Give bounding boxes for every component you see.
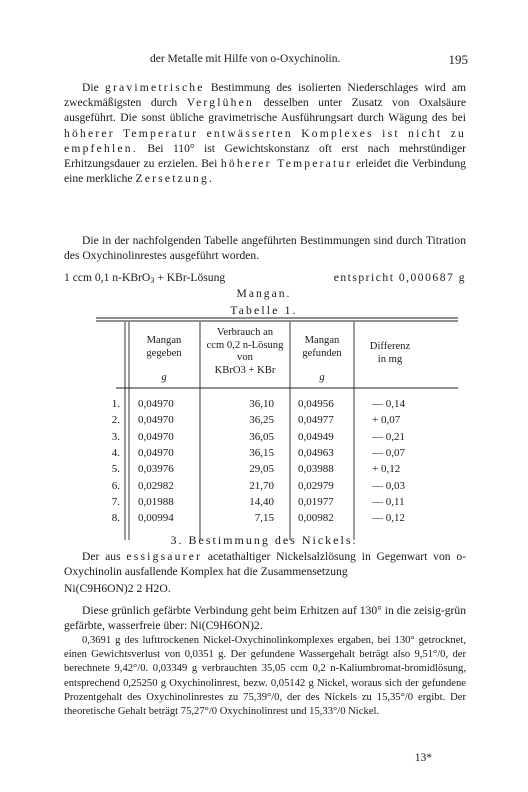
row-number: 7. xyxy=(111,495,120,508)
header-text: ccm 0,2 n-Lösung xyxy=(206,339,284,351)
header-unit-g: g xyxy=(161,372,167,383)
paragraph-text: Diese grünlich gefärbte Verbindung geht beim Erhitzen auf 130° in die zeisig-grün gefärbte, wasserfreie über: Ni(C9H6ON)2. xyxy=(64,604,466,633)
cell-differenz: — 0,07 xyxy=(372,446,405,459)
spaced-text: Zersetzung. xyxy=(135,172,215,186)
cell-mangan-gefunden: 0,04949 xyxy=(298,430,334,443)
cell-mangan-gegeben: 0,04970 xyxy=(138,430,174,443)
cell-mangan-gegeben: 0,04970 xyxy=(138,446,174,459)
cell-differenz: — 0,14 xyxy=(372,398,405,410)
signature-mark: 13* xyxy=(414,752,432,764)
text-run: Bei 110° ist Gewichtskonstanz oft erst nach mehrstündiger Erhitzungsdauer zu erzielen. Bei xyxy=(64,141,466,171)
row-number: 5. xyxy=(111,463,120,476)
header-text: Mangan xyxy=(146,335,182,346)
cell-differenz: — 0,21 xyxy=(372,430,405,443)
cell-mangan-gegeben: 0,01988 xyxy=(138,495,174,508)
header-mangan-gegeben xyxy=(130,335,198,360)
section-title: Bestimmung des Nickels. xyxy=(188,533,358,547)
header-text: Verbrauch an xyxy=(216,327,274,338)
header-differenz xyxy=(355,341,425,366)
cell-verbrauch: 14,40 xyxy=(249,495,274,508)
section-number: 3. xyxy=(170,533,184,547)
cell-mangan-gegeben: 0,02982 xyxy=(138,479,174,492)
row-number: 4. xyxy=(111,446,120,459)
subscript: 3 xyxy=(150,276,155,285)
cell-verbrauch: 36,25 xyxy=(249,414,274,427)
text-run: erleidet die Verbindung eine merkliche xyxy=(64,157,466,186)
header-text: KBrO3 + KBr xyxy=(214,364,276,376)
header-mangan-gefunden xyxy=(291,335,353,360)
paragraph-heating xyxy=(64,603,466,633)
header-text: Differenz xyxy=(369,341,411,352)
cell-differenz: — 0,12 xyxy=(372,512,405,525)
cell-verbrauch: 36,05 xyxy=(249,430,274,443)
cell-mangan-gefunden: 0,00982 xyxy=(298,512,334,525)
cell-verbrauch: 7,15 xyxy=(254,512,274,525)
text-run: 1 ccm 0,1 n-KBrO xyxy=(64,271,151,284)
header-text: in mg xyxy=(377,353,403,365)
paragraph-nickel xyxy=(64,549,466,597)
spaced-text: gravimetrische xyxy=(104,81,205,94)
row-number: 2. xyxy=(111,414,120,427)
header-text: gegeben xyxy=(146,347,182,359)
running-title: der Metalle mit Hilfe von o-Oxychinolin. xyxy=(150,53,341,65)
table-title: Tabelle 1. xyxy=(230,304,298,317)
text-run: Der aus xyxy=(82,550,127,563)
paragraph-text: 0,3691 g des lufttrockenen Nickel-Oxychinolinkomplexes ergaben, bei 130° getrocknet, einen Gewichtsverlust von 0,0351 g. Der gefundene Wassergehalt beträgt also 9,51°/0, der berechnete 9,42°/0. 0,03349 g verbrauchten 35,05 ccm 0,2 n-Kaliumbromat-bromidlösung, entsprechend 0,25250 g Oxychinolinrest, bezw. 0,05142 g Nickel, woraus sich der gefundene Prozentgehalt des Oxychinolinrestes zu 75,39°/0, der des Nickels zu 15,35°/0 ergibt. Der theoretische Gehalt beträgt 75,27°/0 Oxychinolinrest und 15,33°/0 Nickel. xyxy=(64,635,466,718)
cell-mangan-gefunden: 0,01977 xyxy=(298,495,334,508)
header-text: von xyxy=(237,352,253,363)
text-run: + KBr-Lösung xyxy=(154,271,226,284)
cell-mangan-gefunden: 0,03988 xyxy=(298,463,334,476)
text-run: desselben unter Zusatz von Oxalsäure ausgeführt. Die sonst übliche gravimetrische Ausführungsart durch Wägung des bei xyxy=(64,96,466,125)
header-unit-g: g xyxy=(319,372,325,383)
text-run: Die xyxy=(82,81,105,94)
formula-nickel-complex: Ni(C9H6ON)2 2 H2O. xyxy=(64,582,171,596)
cell-differenz: — 0,03 xyxy=(372,479,405,492)
header-verbrauch xyxy=(201,327,289,377)
header-text: Mangan xyxy=(304,335,340,346)
cell-verbrauch: 21,70 xyxy=(249,479,274,492)
text-run: acetathaltiger Nickelsalzlösung in Gegenwart von o-Oxychinolin ausfallende Komplex hat die Zusammensetzung xyxy=(64,550,466,579)
cell-verbrauch: 36,10 xyxy=(249,398,274,410)
row-number: 3. xyxy=(111,430,120,443)
header-text: gefunden xyxy=(302,347,342,359)
cell-mangan-gegeben: 0,03976 xyxy=(138,463,174,476)
paragraph-analysis xyxy=(64,634,466,719)
spaced-text: höherer Temperatur xyxy=(220,157,353,171)
page-number: 195 xyxy=(448,52,468,67)
cell-differenz: — 0,11 xyxy=(372,495,405,508)
cell-mangan-gefunden: 0,04956 xyxy=(298,398,334,410)
cell-mangan-gefunden: 0,04963 xyxy=(298,446,334,459)
cell-differenz: + 0,07 xyxy=(372,414,401,427)
equivalence-element: Mangan. xyxy=(236,287,292,300)
spaced-text: höherer Temperatur entwässerten Komplexes ist nicht zu empfehlen. xyxy=(64,126,466,155)
text-run: Bestimmung des isolierten Niederschlages wird am zweckmäßigsten durch xyxy=(64,81,466,110)
row-number: 1. xyxy=(111,398,120,410)
cell-verbrauch: 36,15 xyxy=(249,446,274,459)
row-number: 6. xyxy=(111,479,120,492)
paragraph-text: Die in der nachfolgenden Tabelle angeführten Bestimmungen sind durch Titration des Oxychinolinrestes ausgeführt worden. xyxy=(64,234,466,263)
row-number: 8. xyxy=(111,512,120,525)
cell-mangan-gegeben: 0,00994 xyxy=(138,512,174,525)
cell-mangan-gegeben: 0,04970 xyxy=(138,398,174,410)
cell-mangan-gefunden: 0,02979 xyxy=(298,479,334,492)
spaced-text: essigsaurer xyxy=(126,550,203,563)
cell-differenz: + 0,12 xyxy=(372,463,401,476)
cell-verbrauch: 29,05 xyxy=(249,463,274,476)
section-heading xyxy=(0,533,528,548)
spaced-text: Verglühen xyxy=(186,96,255,110)
equivalence-right: entspricht 0,000687 g xyxy=(333,271,466,284)
cell-mangan-gefunden: 0,04977 xyxy=(298,414,334,427)
cell-mangan-gegeben: 0,04970 xyxy=(138,414,174,427)
